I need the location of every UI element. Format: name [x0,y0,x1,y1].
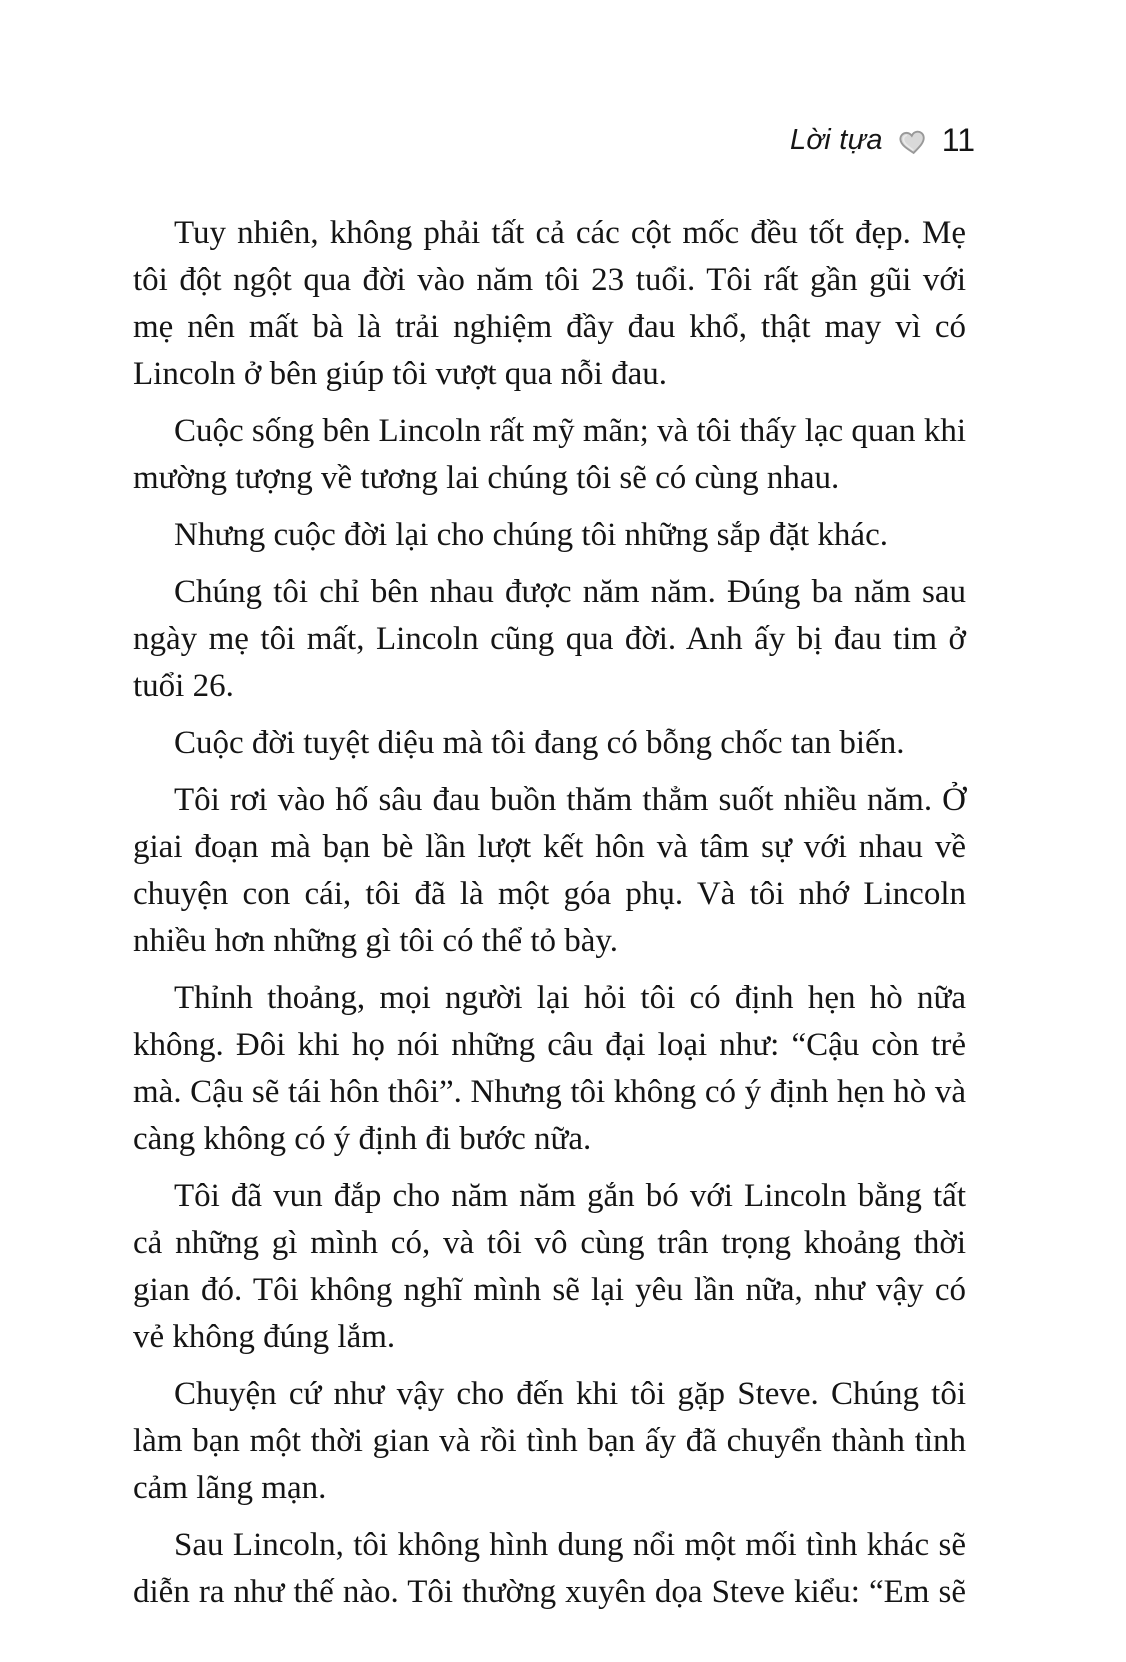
paragraph-3: Nhưng cuộc đời lại cho chúng tôi những sắp đặt khác. [174,517,888,553]
paragraph-7: Thỉnh thoảng, mọi người lại hỏi tôi có định hẹn hò nữa không. Đôi khi họ nói những câu đại loại như: “Cậu còn trẻ mà. Cậu sẽ tái hôn thôi”. Nhưng tôi không có ý định hẹn hò và càng không có ý định đi bước nữa. [133,980,966,1157]
section-title: Lời tựa [789,124,883,156]
page-number: 11 [941,122,975,158]
paragraph-2: Cuộc sống bên Lincoln rất mỹ mãn; và tôi thấy lạc quan khi mường tượng về tương lai chúng tôi sẽ có cùng nhau. [133,413,966,496]
paragraph-8: Tôi đã vun đắp cho năm năm gắn bó với Lincoln bằng tất cả những gì mình có, và tôi vô cùng trân trọng khoảng thời gian đó. Tôi không nghĩ mình sẽ lại yêu lần nữa, như vậy có vẻ không đúng lắm. [133,1178,966,1355]
paragraph-9: Chuyện cứ như vậy cho đến khi tôi gặp Steve. Chúng tôi làm bạn một thời gian và rồi tình bạn ấy đã chuyển thành tình cảm lãng mạn. [133,1376,966,1506]
body-text [133,210,966,1616]
paragraph-10: Sau Lincoln, tôi không hình dung nổi một mối tình khác sẽ diễn ra như thế nào. Tôi thường xuyên dọa Steve kiểu: “Em sẽ [133,1527,966,1610]
heart-icon [898,128,927,156]
running-header [133,120,975,160]
paragraph-5: Cuộc đời tuyệt diệu mà tôi đang có bỗng chốc tan biến. [174,725,905,761]
paragraph-4: Chúng tôi chỉ bên nhau được năm năm. Đúng ba năm sau ngày mẹ tôi mất, Lincoln cũng qua đời. Anh ấy bị đau tim ở tuổi 26. [133,574,966,704]
paragraph-6: Tôi rơi vào hố sâu đau buồn thăm thẳm suốt nhiều năm. Ở giai đoạn mà bạn bè lần lượt kết hôn và tâm sự với nhau về chuyện con cái, tôi đã là một góa phụ. Và tôi nhớ Lincoln nhiều hơn những gì tôi có thể tỏ bày. [133,782,966,959]
paragraph-1: Tuy nhiên, không phải tất cả các cột mốc đều tốt đẹp. Mẹ tôi đột ngột qua đời vào năm tôi 23 tuổi. Tôi rất gần gũi với mẹ nên mất bà là trải nghiệm đầy đau khổ, thật may vì có Lincoln ở bên giúp tôi vượt qua nỗi đau. [133,215,966,392]
